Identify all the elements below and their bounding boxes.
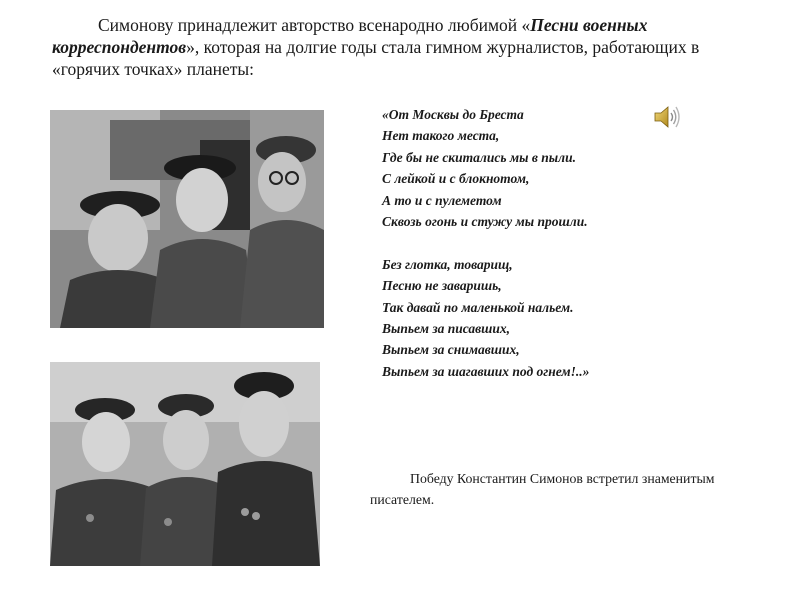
photo-officers [50, 362, 320, 566]
intro-text-before: Симонову принадлежит авторство всенародно любимой « [98, 15, 531, 35]
poem-line: «От Москвы до Бреста [382, 107, 524, 122]
poem-line: Нет такого места, [382, 128, 500, 144]
poem [382, 104, 712, 382]
poem-line: Выпьем за шагавших под огнем!..» [382, 363, 590, 379]
poem-line: Без глотка, товарищ, [382, 256, 513, 272]
intro-text-after: », которая на долгие годы стала гимном журналистов, работающих в «горячих точках» планеты: [52, 37, 700, 79]
poem-line: С лейкой и с блокнотом, [382, 171, 530, 187]
poem-line: Песню не заваришь, [382, 278, 502, 294]
photo-officers-image [50, 362, 320, 566]
poem-line: Выпьем за писавших, [382, 320, 511, 336]
intro-paragraph [52, 14, 752, 80]
stanza-gap [382, 232, 712, 253]
poem-line: Выпьем за снимавших, [382, 342, 520, 358]
closing-paragraph: Победу Константин Симонов встретил знаменитым писателем. [370, 471, 715, 507]
poem-line: Сквозь огонь и стужу мы прошли. [382, 213, 588, 229]
photo-correspondents-image [50, 110, 324, 328]
photo-correspondents [50, 110, 324, 328]
poem-line: Где бы не скитались мы в пыли. [382, 149, 576, 165]
poem-line: Так давай по маленькой нальем. [382, 299, 574, 315]
poem-line: А то и с пулеметом [382, 192, 502, 208]
song-title: Песни военных корреспондентов [52, 15, 648, 57]
speaker-icon[interactable] [652, 104, 682, 130]
